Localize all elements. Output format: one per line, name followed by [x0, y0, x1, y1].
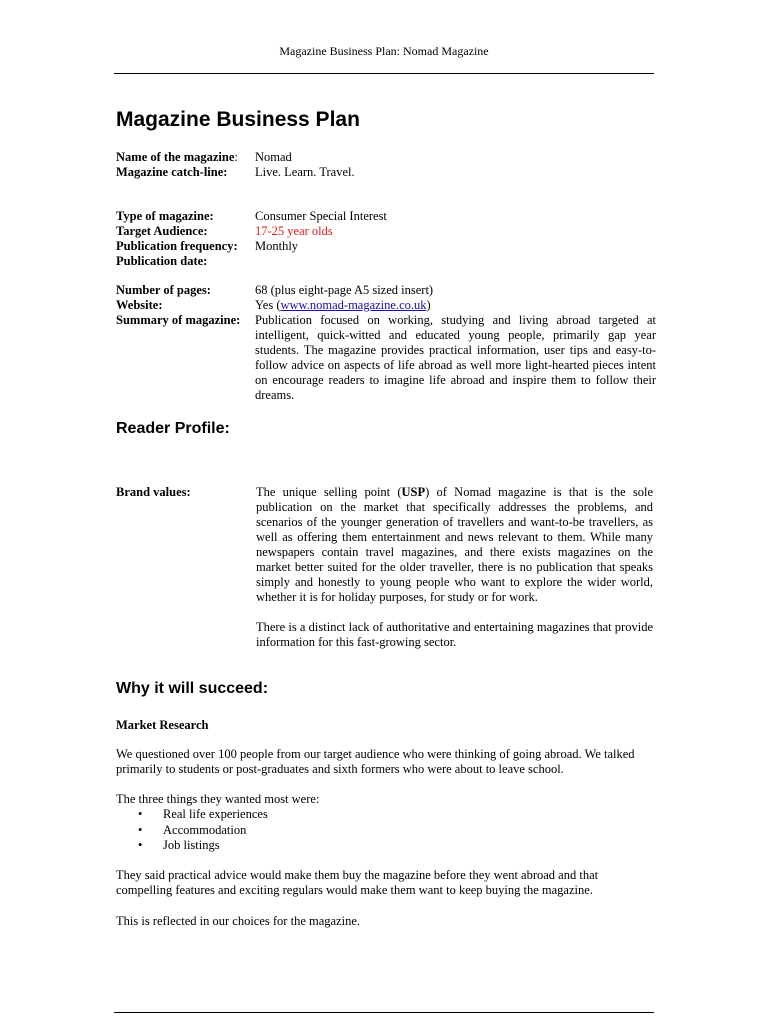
- header-rule: [114, 73, 654, 74]
- market-research-paragraph: We questioned over 100 people from our target audience who were thinking of going abroad. We talked primarily to students or post-graduates and sixth formers who were about to leave school.: [116, 747, 635, 776]
- list-item: • Real life experiences: [116, 807, 268, 823]
- field-label-type: Type of magazine:: [116, 209, 214, 223]
- brand-text-after: ) of Nomad magazine is that is the sole publication on the market that specifically addresses the problems, and scenarios of the younger generation of travellers and want-to-be travellers, as well as offering them entertainment and news relevant to them. While many newspapers contain travel magazines, and there exists magazines on the market better suited for the older traveller, there is no publication that speaks simply and honestly to young people who want to explore the wider world, whether it is for holiday purposes, for study or for work.: [256, 485, 653, 604]
- field-label-date: Publication date:: [116, 254, 208, 268]
- field-label-pages: Number of pages:: [116, 283, 211, 297]
- list-item: • Accommodation: [116, 823, 268, 839]
- running-header: Magazine Business Plan: Nomad Magazine: [279, 44, 489, 58]
- field-label-website: Website:: [116, 298, 163, 312]
- field-label-colon: :: [234, 150, 238, 164]
- field-label-audience: Target Audience:: [116, 224, 208, 238]
- field-value-type: Consumer Special Interest: [255, 209, 387, 223]
- list-item: • Job listings: [116, 838, 268, 854]
- field-row-frequency: [116, 239, 656, 254]
- field-row-audience: [116, 224, 656, 239]
- field-row-name: [116, 150, 656, 165]
- reader-profile-heading: Reader Profile:: [116, 420, 230, 437]
- field-row-date: [116, 254, 656, 269]
- field-row-pages: [116, 283, 656, 298]
- wants-list: [116, 807, 268, 854]
- field-row-website: [116, 298, 656, 313]
- field-row-summary: [116, 313, 656, 403]
- brand-values-paragraph: [256, 485, 653, 605]
- field-value-pages: 68 (plus eight-page A5 sized insert): [255, 283, 434, 297]
- field-value-summary: Publication focused on working, studying and living abroad targeted at intelligent, quick-witted and educated young people, primarily gap year students. The magazine provides practical information, user tips and easy-to-follow advice on aspects of life abroad as well more light-hearted pieces intent on encourage readers to imagine life abroad and inspire them to follow their dreams.: [255, 313, 656, 402]
- details-fields: [116, 283, 656, 403]
- market-research-subheading: Market Research: [116, 718, 209, 732]
- field-label-catchline: Magazine catch-line:: [116, 165, 228, 179]
- brand-values-paragraph-2: There is a distinct lack of authoritative and entertaining magazines that provide information for this fast-growing sector.: [256, 620, 653, 649]
- website-link[interactable]: www.nomad-magazine.co.uk: [280, 298, 427, 312]
- usp-abbrev: USP: [401, 485, 426, 499]
- field-label-name: Name of the magazine: [116, 150, 235, 164]
- website-suffix: ): [426, 298, 431, 312]
- magazine-name-fields: [116, 150, 656, 180]
- reflection-paragraph: This is reflected in our choices for the magazine.: [116, 914, 361, 928]
- field-value-audience: 17-25 year olds: [255, 224, 333, 238]
- field-value-date: [255, 254, 656, 269]
- field-value-website: [255, 298, 656, 313]
- brand-text-before: The unique selling point (: [256, 485, 402, 499]
- field-label-summary: Summary of magazine:: [116, 313, 241, 327]
- field-label-frequency: Publication frequency:: [116, 239, 238, 253]
- why-succeed-heading: Why it will succeed:: [116, 680, 269, 697]
- field-row-type: [116, 209, 656, 224]
- publication-fields: [116, 209, 656, 269]
- brand-values-label: Brand values:: [116, 485, 191, 499]
- field-value-catchline: Live. Learn. Travel.: [255, 165, 355, 179]
- page-title: Magazine Business Plan: [116, 108, 360, 131]
- practical-advice-paragraph: They said practical advice would make them buy the magazine before they went abroad and that compelling features and exciting regulars would make them want to keep buying the magazine.: [116, 868, 599, 897]
- website-prefix: Yes (: [255, 298, 281, 312]
- field-value-name: Nomad: [255, 150, 292, 164]
- field-value-frequency: Monthly: [255, 239, 299, 253]
- three-things-intro: The three things they wanted most were:: [116, 792, 320, 806]
- footer-rule: [114, 1012, 654, 1013]
- field-row-catchline: [116, 165, 656, 180]
